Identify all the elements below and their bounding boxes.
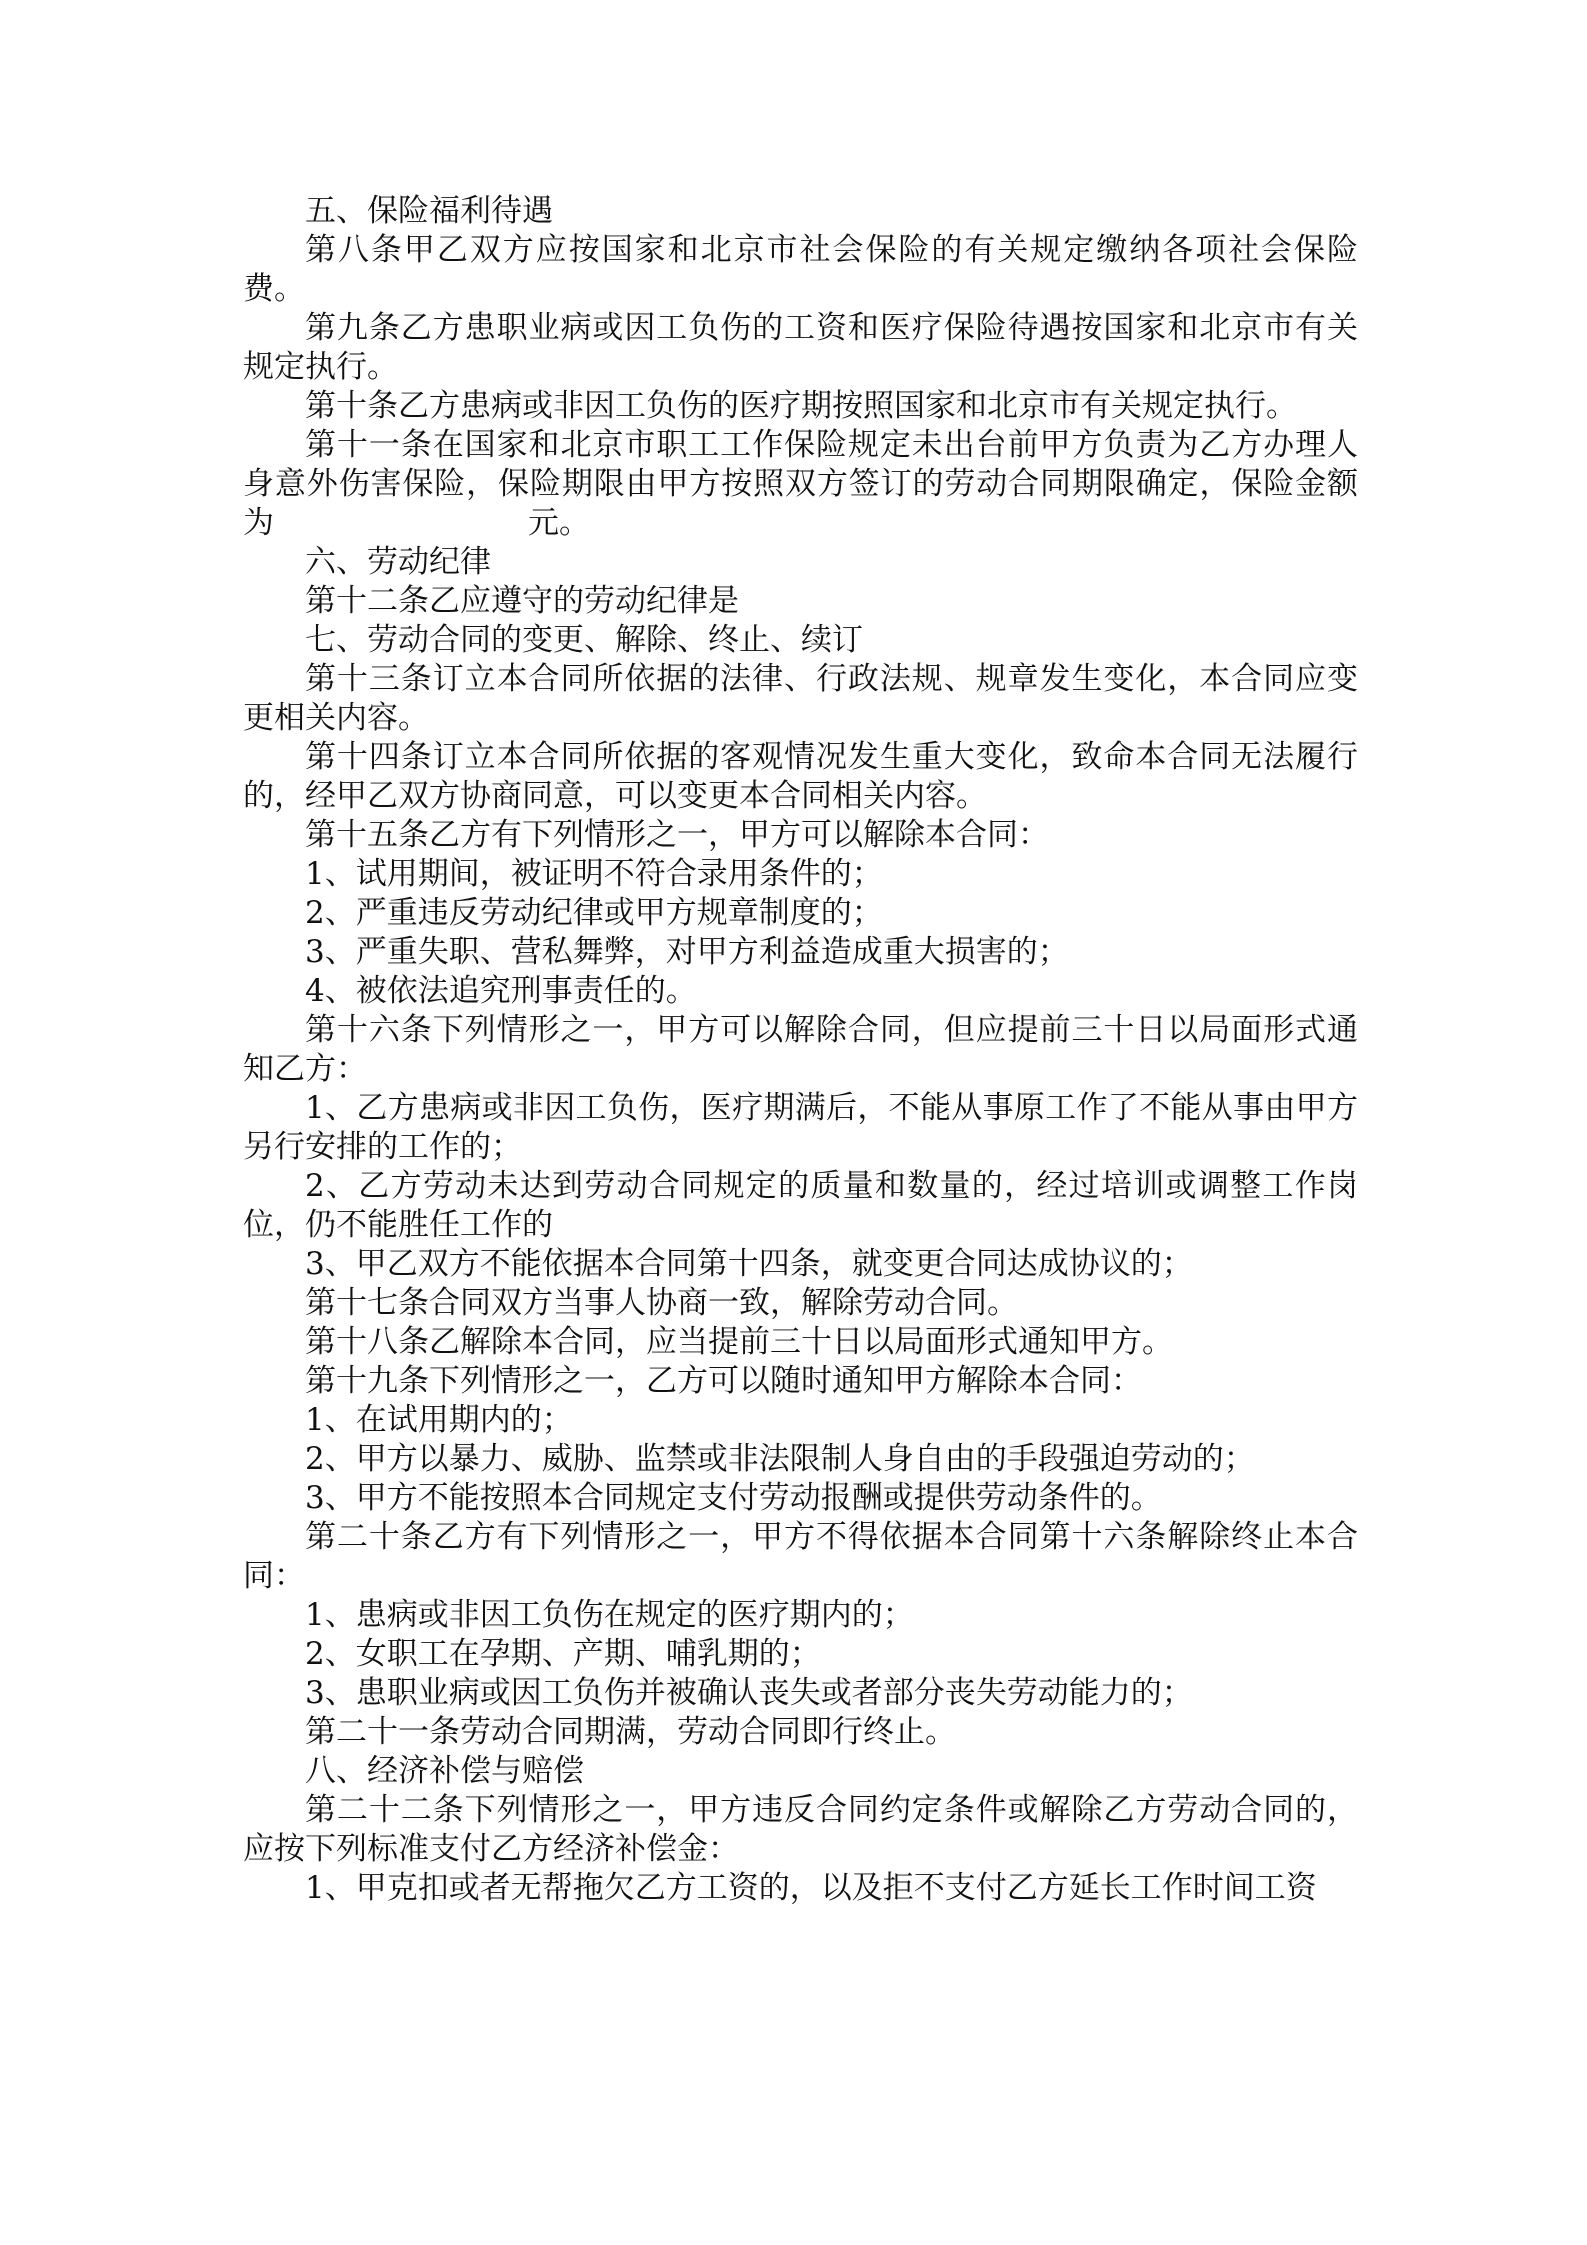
article-20-item-1: 1、患病或非因工负伤在规定的医疗期内的； xyxy=(305,1597,914,1633)
insurance-amount-unit: 元。 xyxy=(528,505,590,541)
article-15: 第十五条乙方有下列情形之一，甲方可以解除本合同： xyxy=(305,817,1049,853)
article-11-text: 第十一条在国家和北京市职工工作保险规定未出台前甲方负责为乙方办理人身意外伤害保险，保险期限由甲方按照双方签订的劳动合同期限确定，保险金额为 xyxy=(243,427,1358,541)
article-9: 第九条乙方患职业病或因工负伤的工资和医疗保险待遇按国家和北京市有关规定执行。 xyxy=(243,310,1358,385)
section-heading-discipline: 六、劳动纪律 xyxy=(305,544,491,580)
article-16-item-1: 1、乙方患病或非因工负伤，医疗期满后，不能从事原工作了不能从事由甲方另行安排的工作的； xyxy=(243,1090,1358,1165)
article-15-item-3: 3、严重失职、营私舞弊，对甲方利益造成重大损害的； xyxy=(305,934,1069,970)
article-18: 第十八条乙解除本合同，应当提前三十日以局面形式通知甲方。 xyxy=(305,1324,1173,1360)
section-heading-contract-changes: 七、劳动合同的变更、解除、终止、续订 xyxy=(305,622,863,658)
article-17: 第十七条合同双方当事人协商一致，解除劳动合同。 xyxy=(305,1285,1018,1321)
article-20: 第二十条乙方有下列情形之一，甲方不得依据本合同第十六条解除终止本合同： xyxy=(243,1519,1358,1594)
article-22: 第二十二条下列情形之一，甲方违反合同约定条件或解除乙方劳动合同的，应按下列标准支付乙方经济补偿金： xyxy=(243,1792,1358,1867)
article-19: 第十九条下列情形之一，乙方可以随时通知甲方解除本合同： xyxy=(305,1363,1142,1399)
article-16: 第十六条下列情形之一，甲方可以解除合同，但应提前三十日以局面形式通知乙方： xyxy=(243,1012,1358,1087)
section-heading-compensation: 八、经济补偿与赔偿 xyxy=(305,1753,584,1789)
article-16-item-3: 3、甲乙双方不能依据本合同第十四条，就变更合同达成协议的； xyxy=(305,1246,1193,1282)
section-heading-insurance: 五、保险福利待遇 xyxy=(305,193,553,229)
article-13: 第十三条订立本合同所依据的法律、行政法规、规章发生变化，本合同应变更相关内容。 xyxy=(243,661,1358,736)
article-15-item-4: 4、被依法追究刑事责任的。 xyxy=(305,973,697,1009)
article-15-item-1: 1、试用期间，被证明不符合录用条件的； xyxy=(305,856,883,892)
article-19-item-3: 3、甲方不能按照本合同规定支付劳动报酬或提供劳动条件的。 xyxy=(305,1480,1162,1516)
article-19-item-2: 2、甲方以暴力、威胁、监禁或非法限制人身自由的手段强迫劳动的； xyxy=(305,1441,1255,1477)
article-15-item-2: 2、严重违反劳动纪律或甲方规章制度的； xyxy=(305,895,883,931)
document-body xyxy=(243,192,1358,1908)
article-12: 第十二条乙应遵守的劳动纪律是 xyxy=(305,583,739,619)
article-14: 第十四条订立本合同所依据的客观情况发生重大变化，致命本合同无法履行的，经甲乙双方协商同意，可以变更本合同相关内容。 xyxy=(243,739,1358,814)
article-20-item-2: 2、女职工在孕期、产期、哺乳期的； xyxy=(305,1636,821,1672)
article-16-item-2: 2、乙方劳动未达到劳动合同规定的质量和数量的，经过培训或调整工作岗位，仍不能胜任工作的 xyxy=(243,1168,1358,1243)
article-21: 第二十一条劳动合同期满，劳动合同即行终止。 xyxy=(305,1714,956,1750)
article-8: 第八条甲乙双方应按国家和北京市社会保险的有关规定缴纳各项社会保险费。 xyxy=(243,232,1358,307)
article-20-item-3: 3、患职业病或因工负伤并被确认丧失或者部分丧失劳动能力的； xyxy=(305,1675,1193,1711)
article-10: 第十条乙方患病或非因工负伤的医疗期按照国家和北京市有关规定执行。 xyxy=(305,388,1297,424)
article-11 xyxy=(243,426,1358,543)
article-22-item-1: 1、甲克扣或者无帮拖欠乙方工资的，以及拒不支付乙方延长工作时间工资 xyxy=(305,1870,1317,1906)
article-19-item-1: 1、在试用期内的； xyxy=(305,1402,573,1438)
